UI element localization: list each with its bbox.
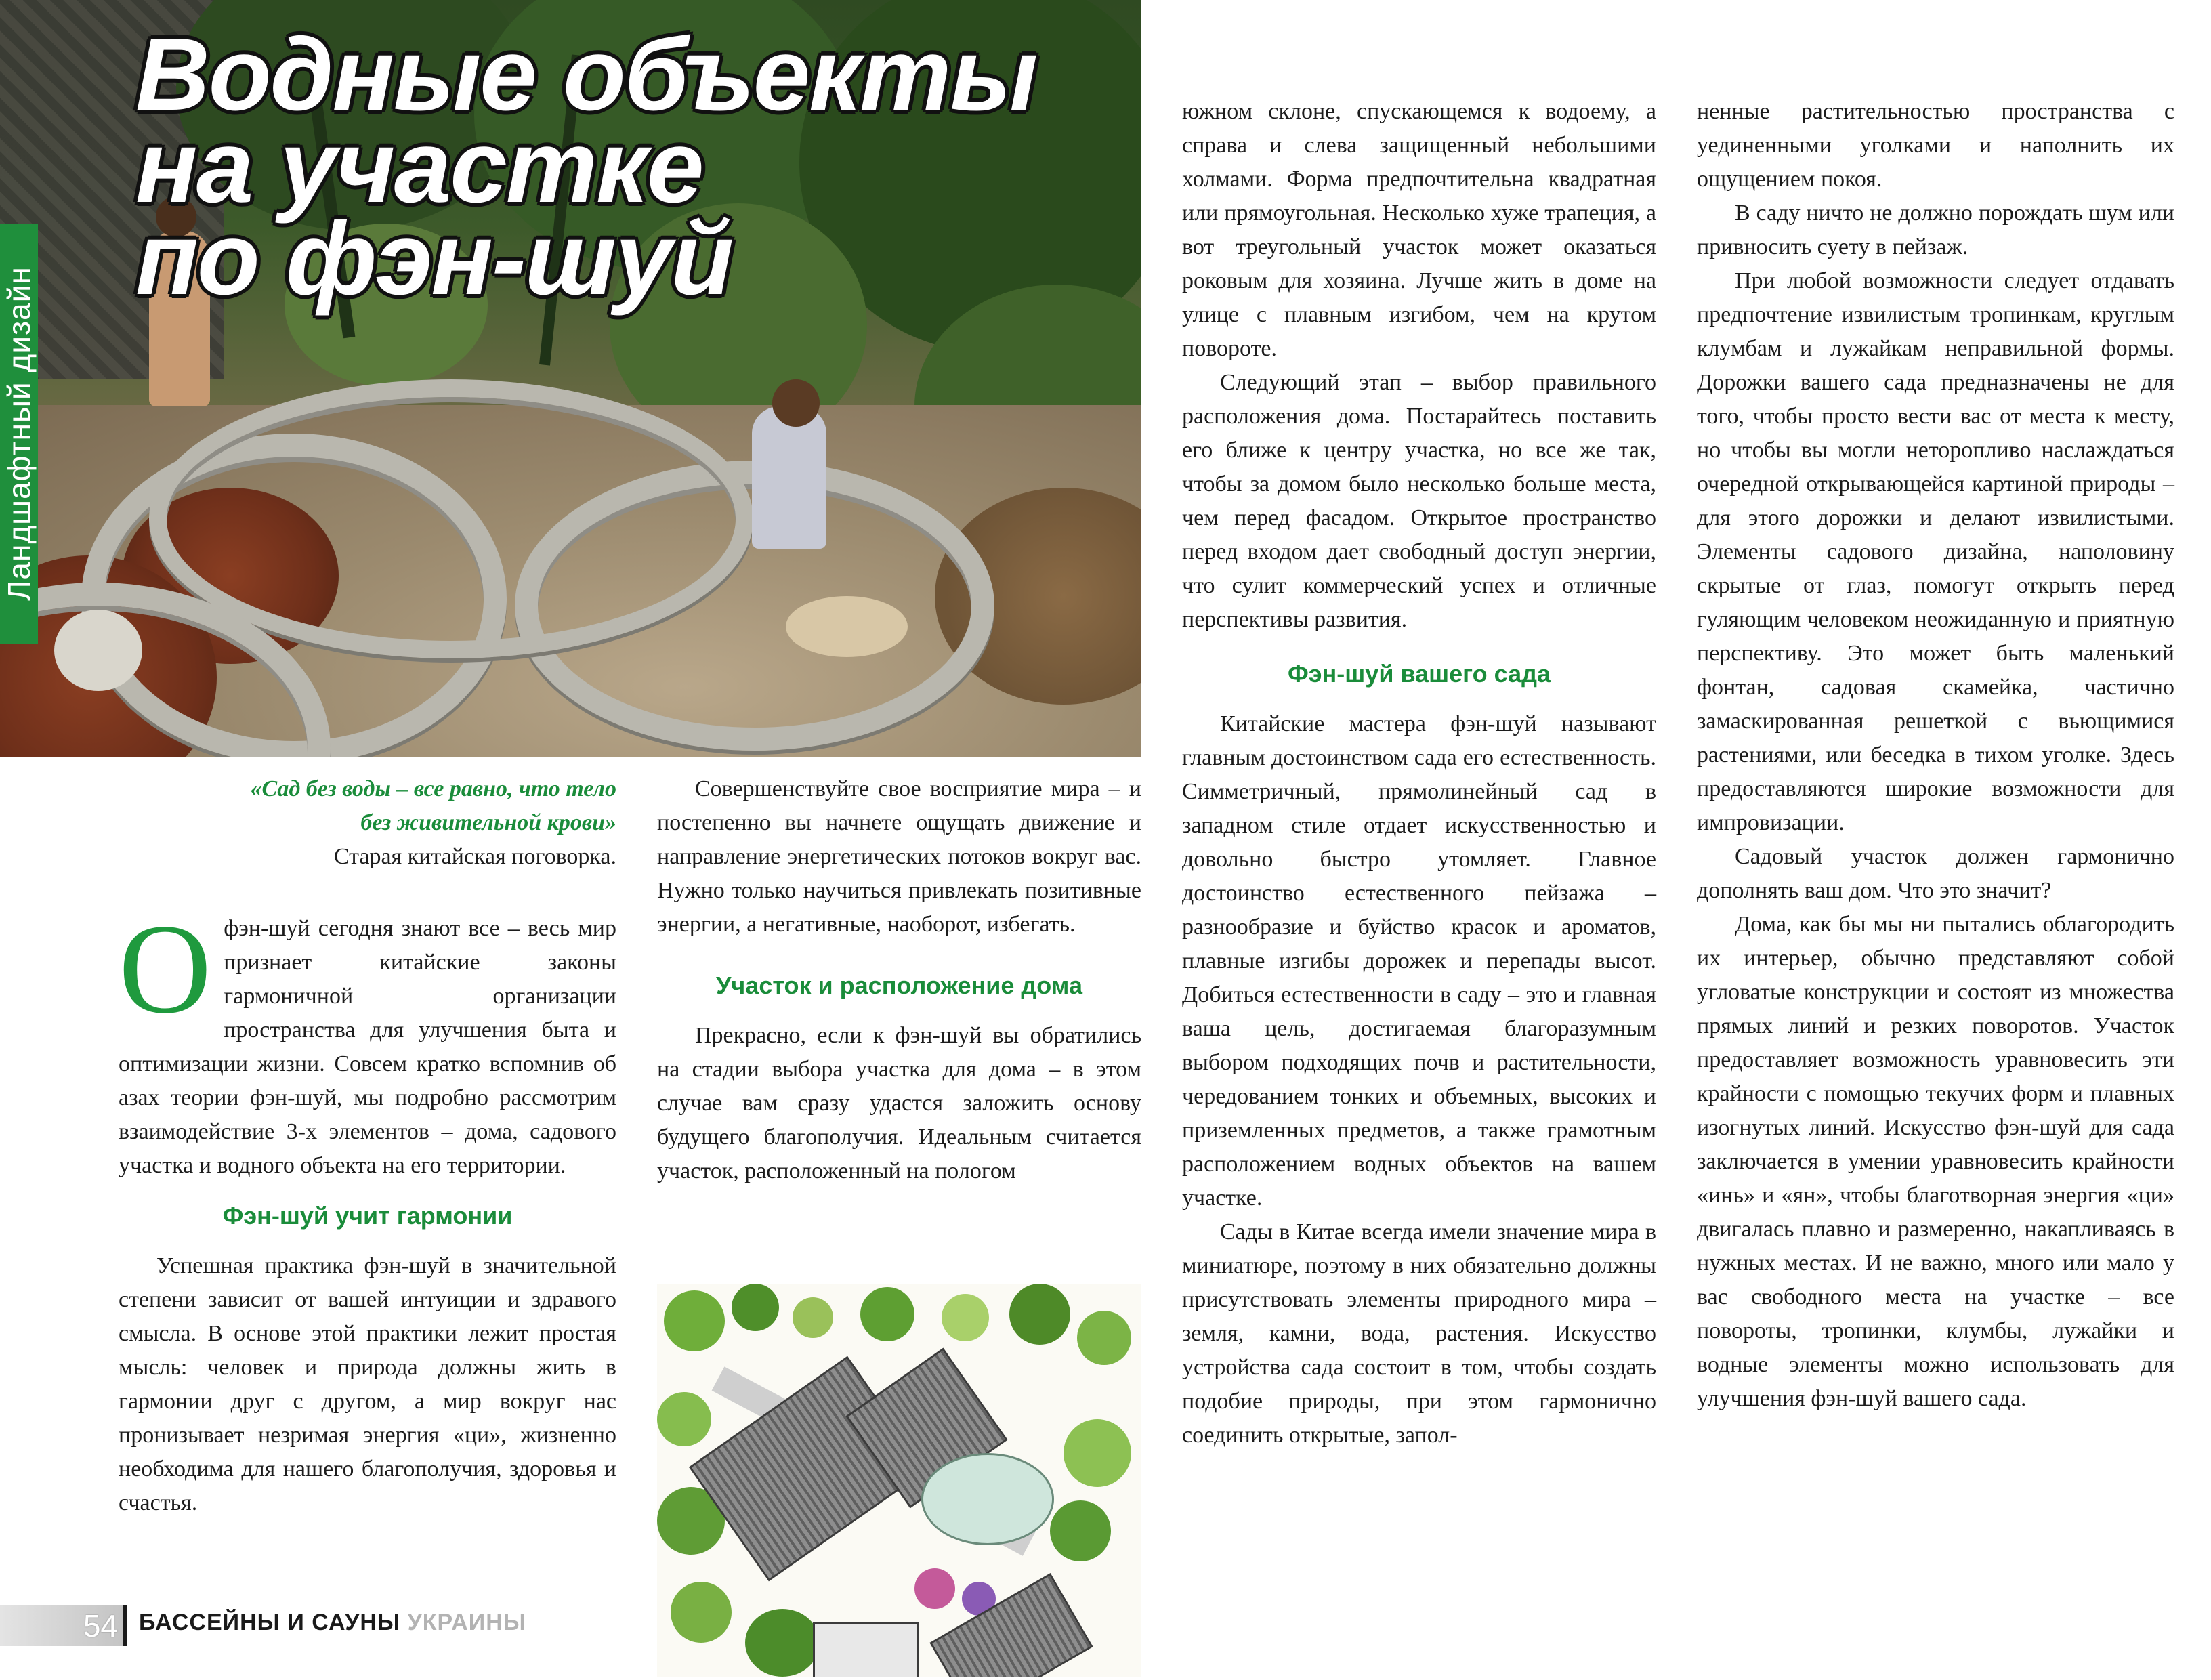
headline-line-3: по фэн-шуй xyxy=(135,201,733,316)
heading-harmony: Фэн-шуй учит гармонии xyxy=(222,1202,513,1230)
article-headline xyxy=(135,17,1037,316)
section-label: Ландшафтный дизайн xyxy=(1,266,37,601)
paragraph: В саду ничто не должно порождать шум или привносить суету в пейзаж. xyxy=(1697,201,2174,259)
column-2 xyxy=(657,772,1141,1188)
paragraph: Успешная практика фэн-шуй в значительной степени зависит от вашей интуиции и здравого смысла. В основе этой практики лежит простая мысль: человек и природа должны жить в гармонии друг с другом, а мир вокруг нас пронизывает незримая энергия «ци», жизненно необходима для нашего благополучия, здоровья и счастья. xyxy=(119,1253,616,1515)
column-3 xyxy=(1182,95,1656,1452)
headline-line-1: Водные объекты xyxy=(135,17,1037,132)
paragraph: Дома, как бы мы ни пытались облагородить их интерьер, обычно представляют собой угловатые конструкции и состоят из множества прямых линий и резких поворотов. Участок предоставляет возможность уравновесить эти крайности с помощью текучих форм и плавных изогнутых линий. Искусство фэн-шуй для сада заключается в умении уравновесить крайности «инь» и «ян», чтобы благотворная энергия «ци» двигалась плавно и размеренно, накапливаясь в нужных местах. И не важно, много или мало у вас свободного места на участке – все повороты, тропинки, клумбы, лужайки и водные элементы можно использовать для улучшения фэн-шуй вашего сада. xyxy=(1697,912,2174,1411)
intro-text: фэн-шуй сегодня знают все – весь мир признает китайские законы гармоничной организации пространства для улучшения быта и оптимизации жизни. Совсем кратко вспомнив об азах теории фэн-шуй, мы подробно рассмотрим взаимодействие 3-х элементов – дома, садового участка и водного объекта на его территории. xyxy=(119,916,616,1178)
magazine-name-accent: УКРАИНЫ xyxy=(407,1610,527,1635)
paragraph: Совершенствуйте свое восприятие мира – и постепенно вы начнете ощущать движение и направление энергетических потоков вокруг вас. Нужно только научиться привлекать позитивные энергии, а негативные, наоборот, избегать. xyxy=(657,776,1141,937)
paragraph: южном склоне, спускающемся к водоему, а справа и слева защищенный небольшими холмами. Форма предпочтительна квадратная или прямоугольная. Несколько хуже трапеция, а вот треугольный участок может оказаться роковым для хозяина. Лучше жить в доме на улице с плавным изгибом, чем на крутом повороте. xyxy=(1182,99,1656,361)
column-1 xyxy=(119,772,616,1520)
heading-plot-and-house: Участок и расположение дома xyxy=(716,971,1082,999)
magazine-name-main: БАССЕЙНЫ И САУНЫ xyxy=(139,1610,401,1635)
drop-cap: О xyxy=(119,898,212,1041)
epigraph-quote-line-2: без живительной крови» xyxy=(360,810,616,835)
page-number: 54 xyxy=(83,1608,118,1643)
paragraph: Прекрасно, если к фэн-шуй вы обратились на стадии выбора участка для дома – в этом случае вам сразу удастся заложить основу будущего благополучия. Идеальным считается участок, расположенный на пологом xyxy=(657,1023,1141,1183)
paragraph: При любой возможности следует отдавать предпочтение извилистым тропинкам, круглым клумбам и лужайкам неправильной формы. Дорожки вашего сада предназначены не для того, чтобы просто вести вас от места к месту, но чтобы вы могли неторопливо наслаждаться очередной открывающейся картиной природы – для этого дорожки и делают извилистыми. Элементы садового дизайна, наполовину скрытые от глаз, помогут открыть перед гуляющим человеком неожиданную и приятную перспективу. Это может быть маленький фонтан, садовая скамейка, частично замаскированная решеткой с вьющимися растениями, или беседка в тихом уголке. Здесь предоставляются широкие возможности для импровизации. xyxy=(1697,268,2174,835)
section-label-bar xyxy=(0,224,38,644)
heading-your-garden: Фэн-шуй вашего сада xyxy=(1287,660,1551,688)
paragraph: Следующий этап – выбор правильного расположения дома. Постарайтесь поставить его ближе к центру участка, но все же так, чтобы за домом было несколько больше места, чем перед фасадом. Открытое пространство перед входом дает свободный доступ энергии, что сулит коммерческий успех и отличные перспективы развития. xyxy=(1182,370,1656,632)
paragraph: Сады в Китае всегда имели значение мира в миниатюре, поэтому в них обязательно должны присутствовать элементы природного мира – земля, камни, вода, растения. Искусство устройства сада состоит в том, чтобы создать подобие природы, при этом гармонично соединить открытые, запол- xyxy=(1182,1219,1656,1448)
paragraph: Садовый участок должен гармонично дополнять ваш дом. Что это значит? xyxy=(1697,844,2174,903)
headline-line-2: на участке xyxy=(135,109,703,224)
column-4 xyxy=(1697,95,2174,1416)
intro-paragraph xyxy=(119,898,616,1183)
epigraph xyxy=(119,772,616,874)
magazine-name xyxy=(139,1610,526,1636)
page-number-box xyxy=(0,1605,123,1646)
epigraph-source: Старая китайская поговорка. xyxy=(333,844,616,869)
epigraph-quote-line-1: «Сад без воды – все равно, что тело xyxy=(250,776,616,801)
paragraph: Китайские мастера фэн-шуй называют главным достоинством сада его естественность. Симметричный, прямолинейный сад в западном стиле отдает искусственностью и довольно быстро утомляет. Главное достоинство естественного пейзажа – разнообразие и буйство красок и ароматов, плавные изгибы дорожек и перепады высот. Добиться естественности в саду – это и главная ваша цель, достигаемая благоразумным выбором подходящих почв и растительности, чередованием тонких и объемных, высоких и приземленных предметов, а также грамотным расположением водных объектов на вашем участке. xyxy=(1182,711,1656,1211)
footer-divider xyxy=(123,1605,127,1646)
garden-plan-image xyxy=(657,1284,1141,1677)
paragraph: ненные растительностью пространства с уединенными уголками и наполнить их ощущением покоя. xyxy=(1697,99,2174,192)
